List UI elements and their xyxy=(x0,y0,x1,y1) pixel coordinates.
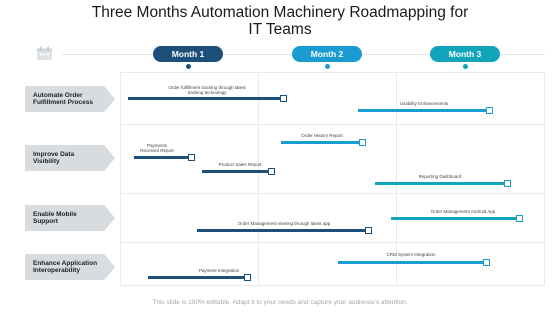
row-label xyxy=(33,151,74,166)
task-label-line-1: Order fulfillment tracking through latest xyxy=(168,85,246,90)
task-label-line-1: CRM System Integration xyxy=(386,252,436,257)
grid-row-line xyxy=(120,124,545,125)
task-bar xyxy=(202,170,268,173)
title-line-2: IT Teams xyxy=(248,21,312,38)
task-label-line-1: Order History Report xyxy=(301,133,343,138)
row-label-line-1: Enhance Application xyxy=(33,259,98,267)
task-label-line-1: Usability Enhancements xyxy=(399,101,449,106)
task-bar xyxy=(338,261,483,264)
task-bar xyxy=(281,141,359,144)
month-1-dot xyxy=(186,64,191,69)
task-label xyxy=(134,143,180,153)
month-2-dot xyxy=(325,64,330,69)
row-label xyxy=(33,92,93,107)
grid-row-line xyxy=(120,242,545,243)
task-bar xyxy=(134,156,188,159)
page-title xyxy=(0,4,560,38)
row-label-line-2: Support xyxy=(33,218,58,225)
task-bar xyxy=(358,109,486,112)
grid-row-line xyxy=(120,285,545,286)
task-end-marker xyxy=(504,180,511,187)
row-label-line-2: Visibility xyxy=(33,158,60,165)
task-label xyxy=(410,174,470,179)
grid-col-line xyxy=(258,72,259,286)
task-bar xyxy=(128,97,280,100)
task-end-marker xyxy=(268,168,275,175)
roadmap-grid xyxy=(120,72,545,286)
task-bar xyxy=(391,217,516,220)
task-label xyxy=(193,268,245,273)
task-label-line-2: tracking technology xyxy=(187,90,227,96)
task-label-line-1: Order Management Android App xyxy=(430,209,496,214)
task-label-line-1: Payments xyxy=(146,143,167,148)
grid-row-line xyxy=(120,72,545,73)
row-label-line-1: Improve Data xyxy=(33,150,75,158)
task-label-line-1: Payment Integration xyxy=(198,268,240,273)
task-label xyxy=(155,85,259,95)
row-label-line-2: Interoperability xyxy=(33,267,80,274)
grid-col-line xyxy=(544,72,545,286)
task-label xyxy=(384,101,464,106)
task-bar xyxy=(148,276,244,279)
task-label xyxy=(228,221,340,226)
month-1-pill: Month 1 xyxy=(153,46,223,62)
row-label-line-1: Automate Order xyxy=(33,91,83,99)
row-label xyxy=(33,260,97,275)
grid-col-line xyxy=(120,72,121,286)
calendar-icon xyxy=(36,46,53,61)
task-end-marker xyxy=(280,95,287,102)
task-end-marker xyxy=(359,139,366,146)
task-end-marker xyxy=(516,215,523,222)
title-line-1: Three Months Automation Machinery Roadmapping for xyxy=(91,4,469,21)
row-improve-data-visibility xyxy=(25,145,115,171)
month-2-pill: Month 2 xyxy=(292,46,362,62)
month-3-pill: Month 3 xyxy=(430,46,500,62)
task-label-line-2: Received Report xyxy=(140,148,174,154)
task-label xyxy=(418,209,508,214)
task-bar xyxy=(375,182,504,185)
task-label xyxy=(292,133,352,138)
row-label xyxy=(33,211,77,226)
task-end-marker xyxy=(188,154,195,161)
task-end-marker xyxy=(483,259,490,266)
footer-note: This slide is 100% editable. Adapt it to your needs and capture your audience's attention. xyxy=(152,299,408,306)
task-label-line-1: Reporting Dashboard xyxy=(418,174,462,179)
row-label-line-1: Enable Mobile xyxy=(33,210,77,218)
row-label-line-2: Fulfillment Process xyxy=(33,99,93,106)
task-end-marker xyxy=(365,227,372,234)
row-enable-mobile-support xyxy=(25,205,115,231)
grid-row-line xyxy=(120,193,545,194)
task-label xyxy=(210,162,270,167)
task-bar xyxy=(197,229,365,232)
task-end-marker xyxy=(486,107,493,114)
task-label-line-1: Product Sales Report xyxy=(218,162,262,167)
month-3-dot xyxy=(463,64,468,69)
task-label-line-1: Order Management viewing through latest app xyxy=(237,221,331,226)
row-automate-order-fulfillment xyxy=(25,86,115,112)
task-end-marker xyxy=(244,274,251,281)
row-enhance-application-interoperability xyxy=(25,254,115,280)
task-label xyxy=(380,252,442,257)
